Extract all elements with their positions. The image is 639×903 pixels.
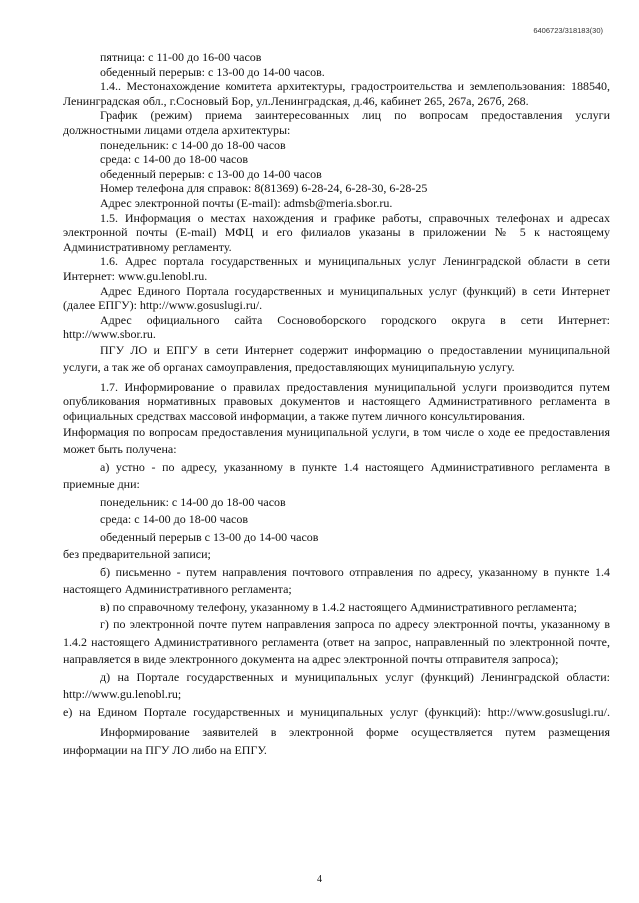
item-e-unified-portal: е) на Едином Портале государственных и муниципальных услуг (функций): http://www.gosuslugi.ru/. xyxy=(63,704,610,719)
paragraph-info-ways: Информация по вопросам предоставления муниципальной услуги, в том числе о ходе ее предоставления может быть получена: xyxy=(63,424,610,457)
oral-lunch-break: обеденный перерыв с 13-00 до 14-00 часов xyxy=(100,529,319,544)
document-code: 6406723/318183(30) xyxy=(533,26,603,35)
reference-phone: Номер телефона для справок: 8(81369) 6-28-24, 6-28-30, 6-28-25 xyxy=(100,181,428,196)
paragraph-1-7-informing: 1.7. Информирование о правилах предоставления муниципальной услуги производится путем опубликования нормативных правовых документов и настоящего Административного регламента в официальных средствах массовой информации, а также путем личного консультирования. xyxy=(63,379,610,424)
page-number: 4 xyxy=(317,874,322,885)
paragraph-portals-info: ПГУ ЛО и ЕПГУ в сети Интернет содержит информацию о предоставлении муниципальной услуги, а так же об органах самоуправления, предоставляющих муниципальную услугу. xyxy=(63,342,610,375)
paragraph-epgu-address: Адрес Единого Портала государственных и муниципальных услуг (функций) в сети Интернет (далее ЕПГУ): http://www.gosuslugi.ru/. xyxy=(63,283,610,313)
paragraph-electronic-informing: Информирование заявителей в электронной форме осуществляется путем размещения информации на ПГУ ЛО либо на ЕПГУ. xyxy=(63,725,610,757)
schedule-monday: понедельник: с 14-00 до 18-00 часов xyxy=(100,137,286,152)
item-v-phone: в) по справочному телефону, указанному в 1.4.2 настоящего Административного регламента; xyxy=(100,599,577,614)
schedule-lunch-break-2: обеденный перерыв: с 13-00 до 14-00 часов xyxy=(100,166,322,181)
paragraph-official-site: Адрес официального сайта Сосновоборского городского округа в сети Интернет: http://www.sbor.ru. xyxy=(63,312,610,342)
email-address: Адрес электронной почты (E-mail): admsb@meria.sbor.ru. xyxy=(100,195,393,210)
paragraph-1-5-mfc: 1.5. Информация о местах нахождения и графике работы, справочных телефонах и адресах электронной почты (E-mail) МФЦ и его филиалов указаны в приложении № 5 к настоящему Административному регламенту. xyxy=(63,210,610,254)
oral-no-appointment: без предварительной записи; xyxy=(63,547,211,562)
oral-monday: понедельник: с 14-00 до 18-00 часов xyxy=(100,494,286,509)
oral-wednesday: среда: с 14-00 до 18-00 часов xyxy=(100,512,249,527)
paragraph-reception-schedule: График (режим) приема заинтересованных лиц по вопросам предоставления услуги должностными лицами отдела архитектуры: xyxy=(63,108,610,137)
item-a-oral: а) устно - по адресу, указанному в пункте 1.4 настоящего Административного регламента в приемные дни: xyxy=(63,459,610,492)
item-b-written: б) письменно - путем направления почтового отправления по адресу, указанному в пункте 1.4 настоящего Административного регламента; xyxy=(63,564,610,597)
document-body xyxy=(63,50,610,759)
item-g-email: г) по электронной почте путем направления запроса по адресу электронной почты, указанному в 1.4.2 настоящего Административного регламента (ответ на запрос, направленный по электронной почте, направляется в виде электронного документа на адрес электронной почты отправителя запроса); xyxy=(63,617,610,667)
paragraph-1-6-portal: 1.6. Адрес портала государственных и муниципальных услуг Ленинградской области в сети Интернет: www.gu.lenobl.ru. xyxy=(63,254,610,283)
schedule-lunch-break: обеденный перерыв: с 13-00 до 14-00 часов. xyxy=(100,64,325,79)
schedule-wednesday: среда: с 14-00 до 18-00 часов xyxy=(100,152,249,167)
paragraph-1-4-location: 1.4.. Местонахождение комитета архитектуры, градостроительства и землепользования: 188540, Ленинградская обл., г.Сосновый Бор, ул.Ленинградская, д.46, кабинет 265, 267а, 267б, 268. xyxy=(63,79,610,108)
schedule-friday: пятница: с 11-00 до 16-00 часов xyxy=(100,50,262,64)
item-d-regional-portal: д) на Портале государственных и муниципальных услуг (функций) Ленинградской области: http://www.gu.lenobl.ru; xyxy=(63,669,610,702)
